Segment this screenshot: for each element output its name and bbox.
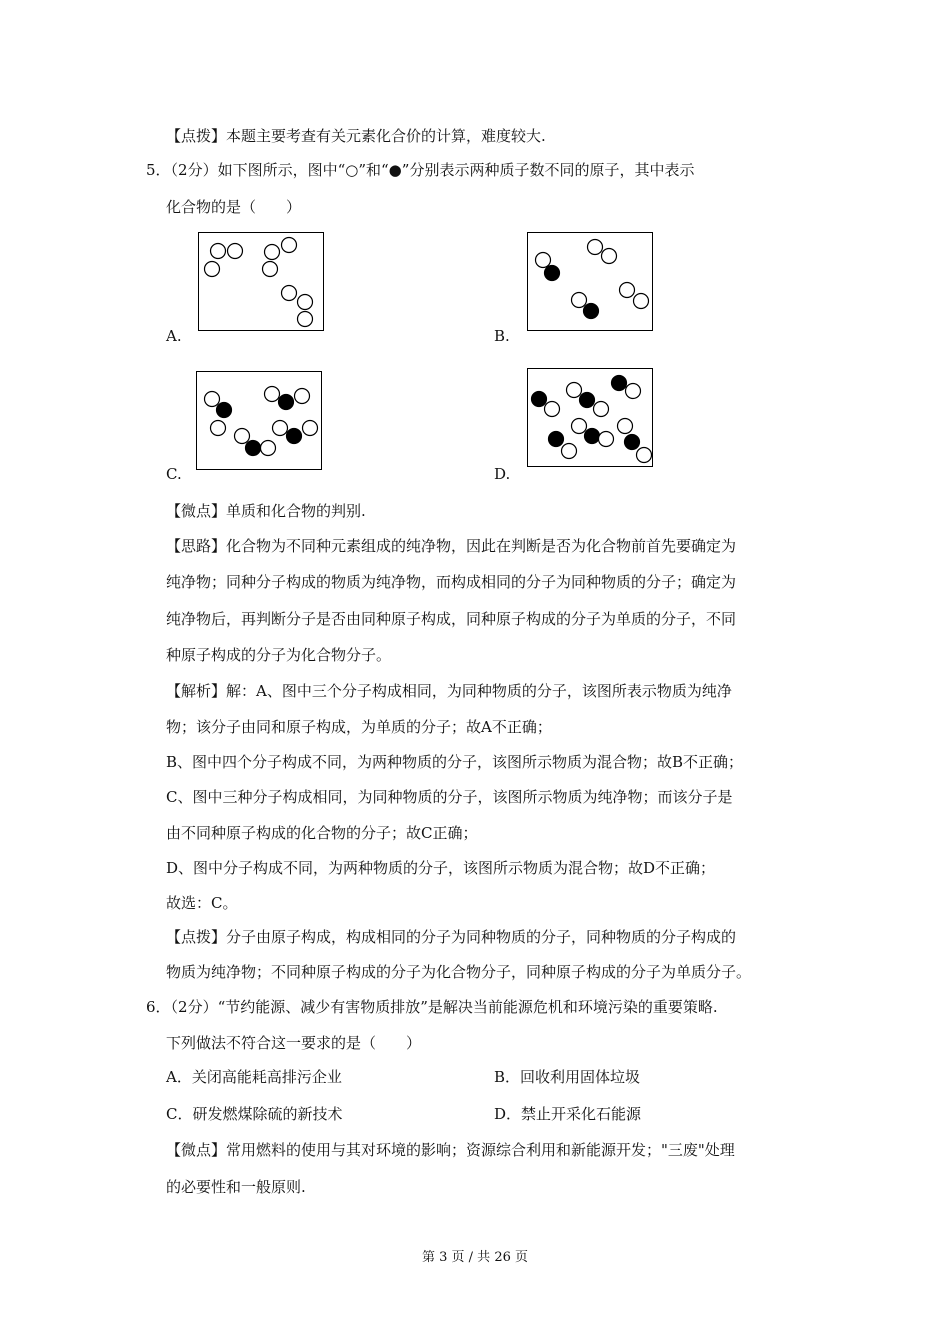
q5-option-d-label[interactable]: D. [494,465,511,483]
figure-a-molecules [199,233,325,332]
figure-c-molecules [197,372,323,471]
white-atom [567,383,582,398]
q6-option-c[interactable]: C．研发燃煤除硫的新技术 [166,1105,343,1123]
white-atom [298,312,313,327]
white-atom [536,253,551,268]
q5-jiexi-line: 由不同种原子构成的化合物的分子；故C正确； [166,824,478,842]
q6-weidian-line: 【微点】常用燃料的使用与其对环境的影响；资源综合利用和新能源开发；"三废"处理 [166,1141,735,1159]
white-atom [228,244,243,259]
q5-stem-line1: 5．（2分）如下图所示，图中“○”和“●”分别表示两种质子数不同的原子，其中表示 [146,161,695,179]
white-atom [205,392,220,407]
black-atom [217,403,232,418]
white-atom [261,441,276,456]
q5-option-b-label[interactable]: B. [494,327,510,345]
black-atom [585,429,600,444]
white-atom [620,283,635,298]
q5-silu-line: 种原子构成的分子为化合物分子。 [166,646,392,664]
white-atom [562,444,577,459]
q5-option-c-label[interactable]: C. [166,465,182,483]
q5-jiexi-line: D、图中分子构成不同，为两种物质的分子，该图所示物质为混合物；故D不正确； [166,859,716,877]
white-atom [634,294,649,309]
black-atom [580,393,595,408]
white-atom [545,402,560,417]
white-atom [303,421,318,436]
black-atom [612,376,627,391]
q5-weidian: 【微点】单质和化合物的判别. [166,502,366,520]
black-atom [625,435,640,450]
white-atom [265,245,280,260]
figure-a [198,232,324,331]
black-atom [532,392,547,407]
black-atom [279,395,294,410]
figure-d [527,368,653,467]
white-atom [265,387,280,402]
white-atom [205,262,220,277]
black-atom [545,266,560,281]
white-atom [235,429,250,444]
white-atom [298,295,313,310]
white-atom [572,293,587,308]
white-atom [211,421,226,436]
white-atom [637,448,652,463]
q5-jiexi-line: B、图中四个分子构成不同，为两种物质的分子，该图所示物质为混合物；故B不正确； [166,753,744,771]
white-atom [282,286,297,301]
figure-d-molecules [528,369,654,468]
q5-jiexi-line: C、图中三种分子构成相同，为同种物质的分子，该图所示物质为纯净物；而该分子是 [166,788,733,806]
q6-option-d[interactable]: D．禁止开采化石能源 [494,1105,642,1123]
q6-stem-line1: 6．（2分）“节约能源、减少有害物质排放”是解决当前能源危机和环境污染的重要策略. [146,998,718,1016]
q5-silu-line: 纯净物；同种分子构成的物质为纯净物，而构成相同的分子为同种物质的分子；确定为 [166,573,737,591]
q6-option-a[interactable]: A．关闭高能耗高排污企业 [166,1068,342,1086]
q6-weidian-line: 的必要性和一般原则. [166,1178,306,1196]
q5-jiexi-line: 物；该分子由同和原子构成，为单质的分子；故A不正确； [166,718,552,736]
white-atom [588,240,603,255]
q5-silu-line: 【思路】化合物为不同种元素组成的纯净物，因此在判断是否为化合物前首先要确定为 [166,537,737,555]
white-atom [602,249,617,264]
figure-b-molecules [528,233,654,332]
white-atom [618,419,633,434]
q4-tip: 【点拨】本题主要考查有关元素化合价的计算，难度较大. [166,127,546,145]
q5-jiexi-line: 【解析】解：A、图中三个分子构成相同，为同种物质的分子，该图所表示物质为纯净 [166,682,732,700]
q5-stem-line2: 化合物的是（ ） [166,198,302,216]
white-atom [572,419,587,434]
q5-dianbo-line: 物质为纯净物；不同种原子构成的分子为化合物分子，同种原子构成的分子为单质分子。 [166,963,752,981]
q5-option-a-label[interactable]: A. [166,327,182,345]
black-atom [287,429,302,444]
q5-silu-line: 纯净物后，再判断分子是否由同种原子构成，同种原子构成的分子为单质的分子，不同 [166,610,737,628]
white-atom [626,384,641,399]
white-atom [295,389,310,404]
white-atom [211,244,226,259]
white-atom [263,262,278,277]
white-atom [594,402,609,417]
black-atom [246,441,261,456]
figure-c [196,371,322,470]
black-atom [549,432,564,447]
q5-dianbo-line: 【点拨】分子由原子构成，构成相同的分子为同种物质的分子，同种物质的分子构成的 [166,928,737,946]
q6-option-b[interactable]: B．回收利用固体垃圾 [494,1068,641,1086]
black-atom [584,304,599,319]
q5-jiexi-line: 故选：C。 [166,894,238,912]
white-atom [599,432,614,447]
white-atom [273,421,288,436]
white-atom [282,238,297,253]
page-footer: 第 3 页 / 共 26 页 [422,1250,528,1265]
figure-b [527,232,653,331]
q6-stem-line2: 下列做法不符合这一要求的是（ ） [166,1034,422,1052]
